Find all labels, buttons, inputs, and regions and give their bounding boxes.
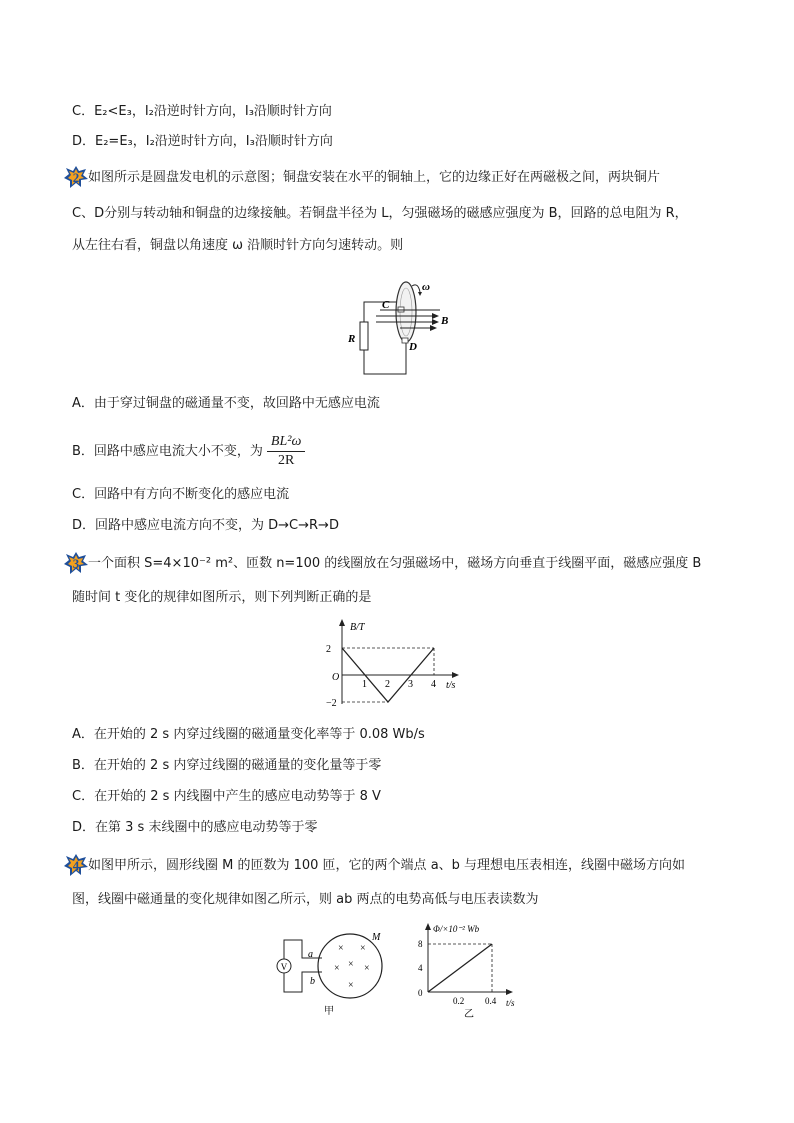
badge-number: 3: [72, 556, 80, 571]
cross-mark: ×: [360, 943, 366, 954]
label-c: C: [382, 299, 390, 311]
q2-option-b: [72, 432, 305, 472]
terminal-b-label: b: [310, 976, 315, 987]
voltmeter-label: V: [280, 962, 288, 972]
caption-jia: 甲: [324, 1006, 334, 1017]
disk-generator-figure: [340, 272, 460, 384]
q3-option-a: A．在开始的 2 s 内穿过线圈的磁通量变化率等于 0.08 Wb/s: [72, 727, 425, 742]
fraction-denominator: 2R: [277, 453, 295, 468]
x-tick-label: 3: [408, 679, 413, 690]
flux-t-chart: [410, 920, 540, 1020]
q2-option-d: D．回路中感应电流方向不变，为 D→C→R→D: [72, 518, 339, 533]
q4-stem-line1: 如图甲所示，圆形线圈 M 的匝数为 100 匝，它的两个端点 a、b 与理想电压表相连，线圈中磁场方向如: [88, 858, 686, 873]
q2-option-b-text: B．回路中感应电流大小不变，为: [72, 444, 263, 459]
y-tick-label: 8: [418, 939, 423, 949]
y-tick-label: 4: [418, 963, 423, 973]
cross-mark: ×: [348, 959, 354, 970]
y-axis-label: B/T: [350, 622, 365, 633]
cross-mark: ×: [334, 963, 340, 974]
q2-stem-line3: 从左往右看，铜盘以角速度 ω 沿顺时针方向匀速转动。则: [72, 238, 404, 253]
cross-mark: ×: [364, 963, 370, 974]
caption-yi: 乙: [464, 1009, 474, 1020]
b-t-chart: [318, 616, 468, 711]
q3-option-d: D．在第 3 s 末线圈中的感应电动势等于零: [72, 820, 318, 835]
q2-option-c: C．回路中有方向不断变化的感应电流: [72, 487, 290, 502]
x-tick-label: 0.2: [453, 996, 465, 1006]
q3-stem-line2: 随时间 t 变化的规律如图所示，则下列判断正确的是: [72, 590, 372, 605]
prev-option-d: D．E₂=E₃，I₂沿逆时针方向，I₃沿顺时针方向: [72, 134, 333, 149]
origin-label: O: [332, 672, 340, 683]
badge-number: 4: [72, 858, 80, 873]
coil-figure-jia: [272, 926, 398, 1018]
label-b: B: [441, 315, 449, 327]
x-tick-label: 2: [385, 679, 390, 690]
fraction-numerator: BL²ω: [267, 434, 305, 452]
question-number-badge-2: [64, 166, 88, 188]
y-tick-label: 2: [326, 644, 331, 655]
q3-stem-line1: 一个面积 S=4×10⁻² m²、匝数 n=100 的线圈放在匀强磁场中，磁场方向垂直于线圈平面，磁感应强度 B: [88, 556, 702, 571]
cross-mark: ×: [348, 980, 354, 991]
x-axis-label: t/s: [446, 680, 456, 691]
q2-stem-line1: 如图所示是圆盘发电机的示意图；铜盘安装在水平的铜轴上，它的边缘正好在两磁极之间，两块铜片: [88, 170, 661, 185]
prev-option-c: C．E₂<E₃，I₂沿逆时针方向，I₃沿顺时针方向: [72, 104, 332, 119]
x-axis-label: t/s: [506, 998, 515, 1008]
series-line: [428, 944, 492, 992]
x-tick-label: 0.4: [485, 996, 497, 1006]
x-tick-label: 1: [362, 679, 367, 690]
q3-option-c: C．在开始的 2 s 内线圈中产生的感应电动势等于 8 V: [72, 789, 381, 804]
x-tick-label: 4: [431, 679, 436, 690]
q2-stem-line2: C、D分别与转动轴和铜盘的边缘接触。若铜盘半径为 L，匀强磁场的磁感应强度为 B，回路的总电阻为 R，: [72, 206, 688, 221]
question-number-badge-3: [64, 552, 88, 574]
badge-number: 2: [72, 170, 80, 185]
terminal-a-label: a: [308, 949, 313, 960]
q3-option-b: B．在开始的 2 s 内穿过线圈的磁通量的变化量等于零: [72, 758, 382, 773]
q2-option-b-fraction: [267, 434, 305, 469]
question-number-badge-4: [64, 854, 88, 876]
origin-label: 0: [418, 988, 423, 998]
y-tick-label: −2: [326, 698, 337, 709]
q2-option-a: A．由于穿过铜盘的磁通量不变，故回路中无感应电流: [72, 396, 380, 411]
coil-m-label: M: [372, 932, 381, 943]
y-axis-label: Φ/×10⁻² Wb: [433, 924, 480, 934]
q4-stem-line2: 图，线圈中磁通量的变化规律如图乙所示，则 ab 两点的电势高低与电压表读数为: [72, 892, 539, 907]
cross-mark: ×: [338, 943, 344, 954]
label-omega: ω: [422, 281, 430, 293]
label-r: R: [348, 333, 356, 345]
label-d: D: [409, 341, 417, 353]
resistor-r: [360, 322, 368, 350]
